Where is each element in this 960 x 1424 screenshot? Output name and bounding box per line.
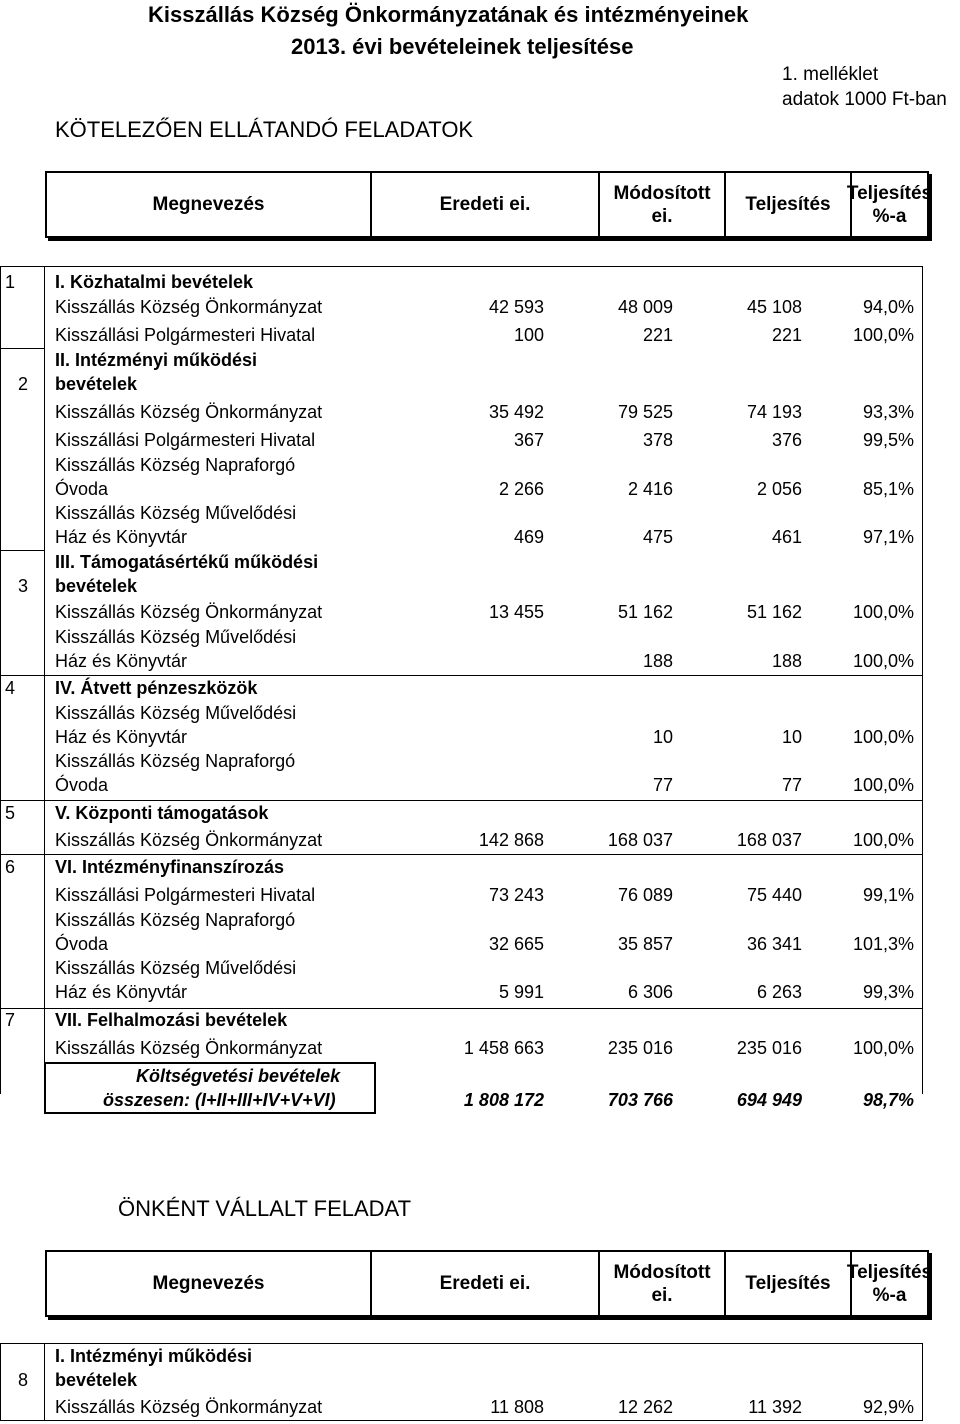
section-mandatory: KÖTELEZŐEN ELLÁTANDÓ FELADATOK [55, 117, 474, 142]
group-title: bevételek [55, 576, 138, 596]
col-modified-header: Módosított ei. [613, 1261, 711, 1306]
group-title: bevételek [55, 374, 138, 394]
group-number: 5 [5, 803, 16, 823]
col-original-header: Eredeti ei. [439, 194, 531, 215]
col-name-header: Megnevezés [152, 194, 265, 215]
group-number: 2 [18, 374, 29, 394]
unit-label: adatok 1000 Ft-ban [782, 89, 947, 110]
col-modified-header: Módosított ei. [613, 182, 711, 227]
section-voluntary: ÖNKÉNT VÁLLALT FELADAT [118, 1196, 412, 1221]
group-title: VII. Felhalmozási bevételek [55, 1010, 288, 1030]
group-title: V. Központi támogatások [55, 803, 269, 823]
group-title: IV. Átvett pénzeszközök [55, 678, 258, 698]
column-header-row-2 [45, 1250, 933, 1317]
group-number: 6 [5, 857, 16, 877]
group-title: III. Támogatásértékű működési [55, 552, 319, 572]
col-pct-header: Teljesítés %-a [846, 1261, 933, 1306]
group-number: 8 [18, 1370, 29, 1390]
title-line-1: Kisszállás Község Önkormányzatának és intézményeinek [148, 2, 749, 27]
group-title: II. Intézményi működési [55, 350, 258, 370]
group-title: I. Intézményi működési [55, 1346, 253, 1366]
title-line-2: 2013. évi bevételeinek teljesítése [291, 34, 634, 59]
col-original-header: Eredeti ei. [439, 1273, 531, 1294]
column-header-row [45, 171, 933, 238]
col-actual-header: Teljesítés [745, 194, 831, 215]
group-number: 3 [18, 576, 29, 596]
group-title: VI. Intézményfinanszírozás [55, 857, 285, 877]
col-pct-header: Teljesítés %-a [846, 182, 933, 227]
group-number: 7 [5, 1010, 16, 1030]
group-title: I. Közhatalmi bevételek [55, 272, 254, 292]
group-title: bevételek [55, 1370, 138, 1390]
annex-label: 1. melléklet [782, 64, 879, 85]
col-name-header: Megnevezés [152, 1273, 265, 1294]
col-actual-header: Teljesítés [745, 1273, 831, 1294]
group-number: 4 [5, 678, 16, 698]
group-number: 1 [5, 272, 16, 292]
